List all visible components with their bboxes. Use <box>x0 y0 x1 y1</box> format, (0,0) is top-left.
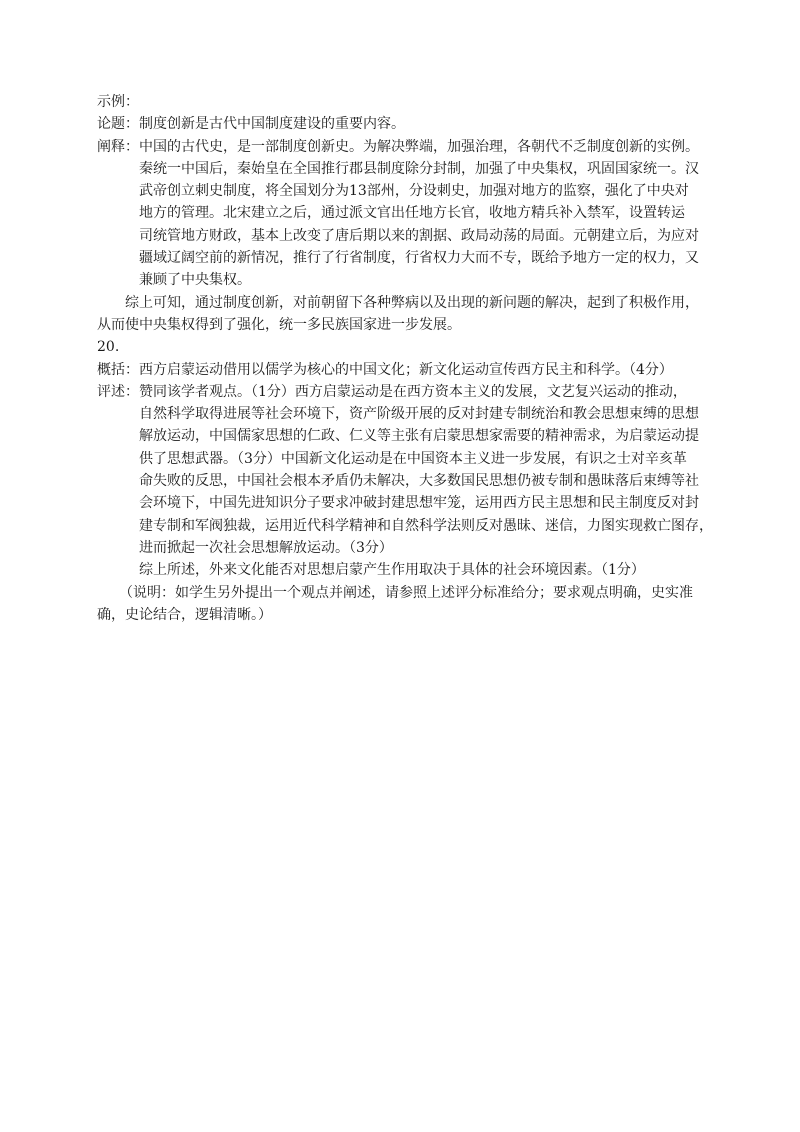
conclusion-line: 从而使中央集权得到了强化，统一多民族国家进一步发展。 <box>97 316 461 333</box>
review-line: 会环境下，中国先进知识分子要求冲破封建思想牢笼，运用西方民主思想和民主制度反对封 <box>139 495 699 512</box>
review-row <box>97 381 723 403</box>
answer-document <box>97 91 723 626</box>
review-line: 进而掀起一次社会思想解放运动。（3分） <box>139 539 393 556</box>
argument-line: 司统管地方财政，基本上改变了唐后期以来的割据、政局动荡的局面。元朝建立后，为应对 <box>139 227 699 244</box>
review-label: 评述： <box>97 383 139 400</box>
review-line: 赞同该学者观点。（1分）西方启蒙运动是在西方资本主义的发展，文艺复兴运动的推动， <box>139 383 687 400</box>
summary-row <box>97 359 723 381</box>
argument-line: 地方的管理。北宋建立之后，通过派文官出任地方长官，收地方精兵补入禁军，设置转运 <box>139 205 685 222</box>
review-line: 供了思想武器。（3分）中国新文化运动是在中国资本主义进一步发展，有识之士对辛亥革 <box>139 450 687 467</box>
question-number: 20. <box>97 339 120 356</box>
argument-line: 疆域辽阔空前的新情况，推行了行省制度，行省权力大而不专，既给予地方一定的权力，又 <box>139 250 699 267</box>
argument-line: 武帝创立刺史制度，将全国划分为13部州，分设刺史，加强对地方的监察，强化了中央对 <box>139 183 689 200</box>
argument-line: 秦统一中国后，秦始皇在全国推行郡县制度除分封制，加强了中央集权，巩固国家统一。汉 <box>139 160 699 177</box>
conclusion-line: 综上可知，通过制度创新，对前朝留下各种弊病以及出现的新问题的解决，起到了积极作用， <box>125 294 699 311</box>
review-line: 命失败的反思，中国社会根本矛盾仍未解决，大多数国民思想仍被专制和愚昧落后束缚等社 <box>139 473 699 490</box>
thesis-label: 论题： <box>97 116 139 133</box>
example-heading: 示例： <box>97 94 139 110</box>
summary-label: 概括： <box>97 361 139 378</box>
argument-row <box>97 136 723 158</box>
review-line: 建专制和军阀独裁，运用近代科学精神和自然科学法则反对愚昧、迷信，力图实现救亡图存， <box>139 517 713 534</box>
review-conclusion: 综上所述，外来文化能否对思想启蒙产生作用取决于具体的社会环境因素。（1分） <box>139 562 645 579</box>
scoring-note-line: 确，史论结合，逻辑清晰。） <box>97 606 272 623</box>
thesis-text: 制度创新是古代中国制度建设的重要内容。 <box>139 116 405 133</box>
review-line: 解放运动，中国儒家思想的仁政、仁义等主张有启蒙思想家需要的精神需求，为启蒙运动提 <box>139 428 699 445</box>
scoring-note-line: （说明：如学生另外提出一个观点并阐述，请参照上述评分标准给分；要求观点明确，史实准 <box>119 584 693 601</box>
thesis-row <box>97 113 723 135</box>
summary-text: 西方启蒙运动借用以儒学为核心的中国文化；新文化运动宣传西方民主和科学。（4分） <box>139 361 673 378</box>
argument-line: 中国的古代史，是一部制度创新史。为解决弊端，加强治理，各朝代不乏制度创新的实例。 <box>139 138 699 155</box>
review-line: 自然科学取得进展等社会环境下，资产阶级开展的反对封建专制统治和教会思想束缚的思想 <box>139 406 699 423</box>
argument-label: 阐释： <box>97 138 139 155</box>
argument-line: 兼顾了中央集权。 <box>139 272 251 289</box>
